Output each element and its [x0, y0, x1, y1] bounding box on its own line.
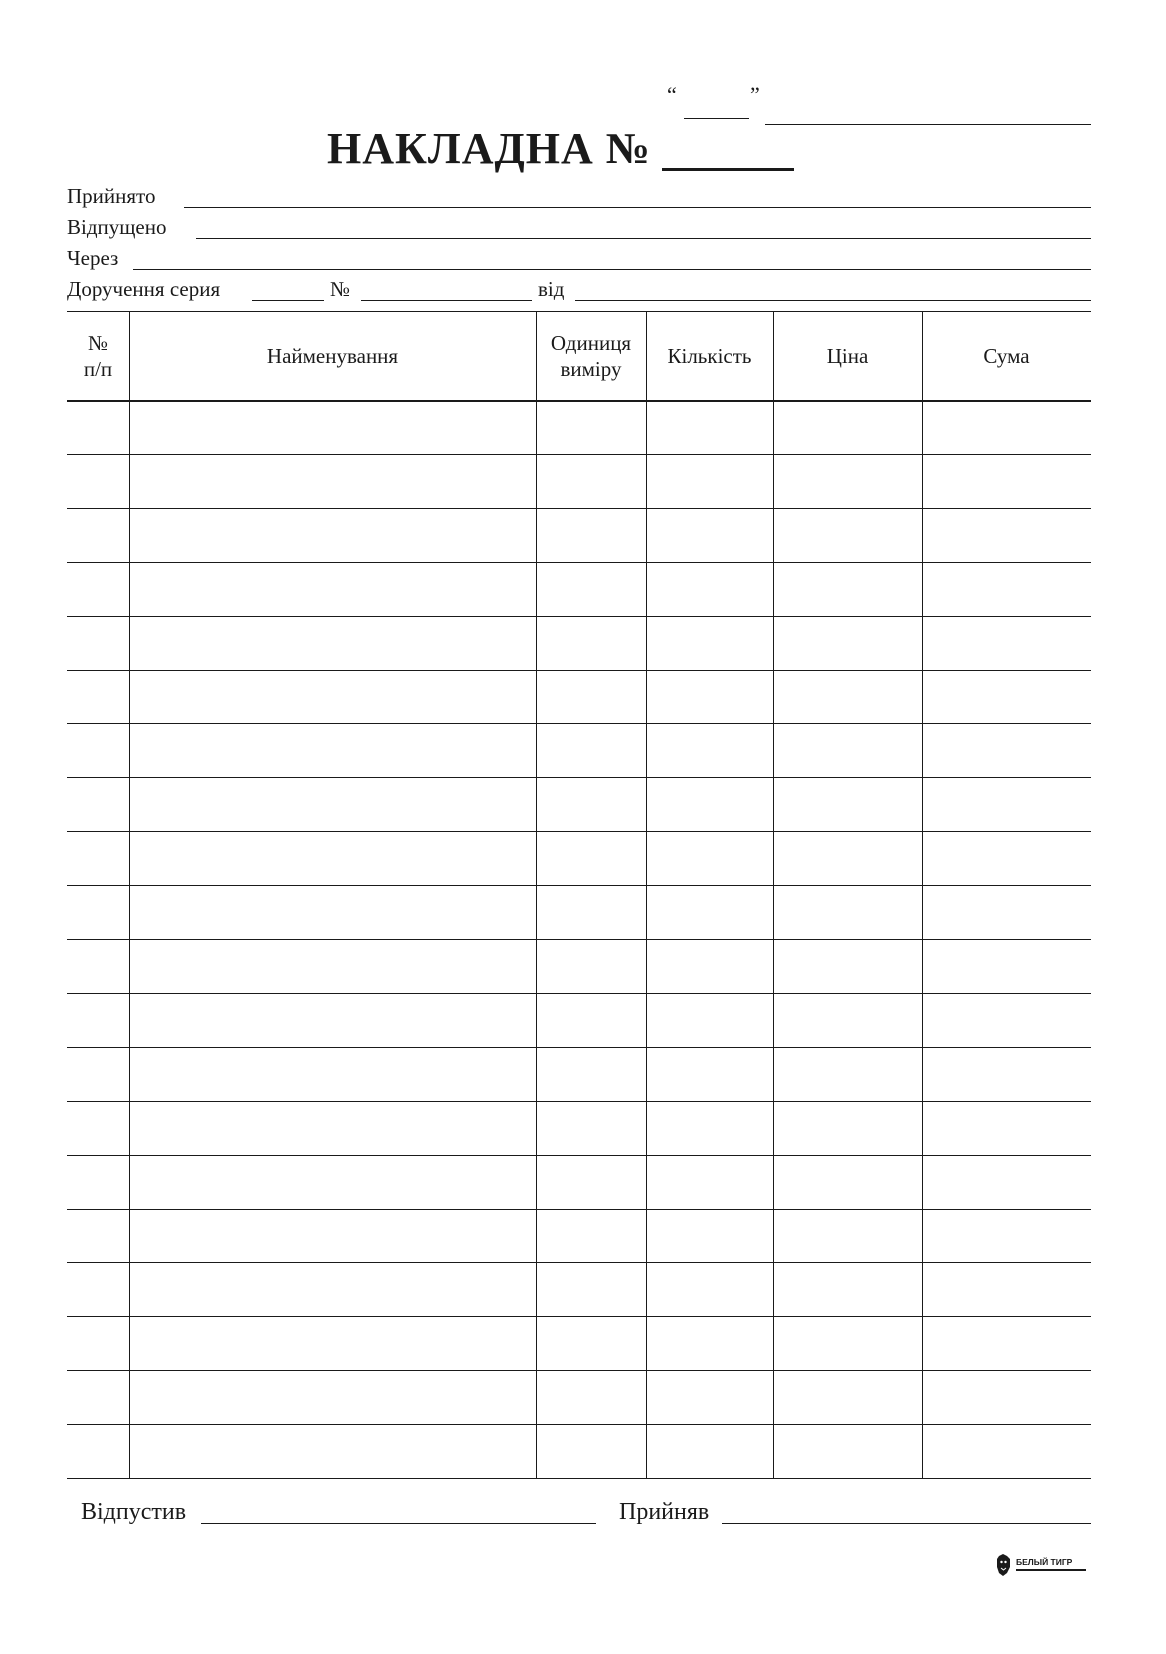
publisher-logo [996, 1553, 1088, 1577]
date-day-field[interactable] [684, 118, 749, 119]
series-field[interactable] [252, 300, 324, 301]
via-label: Через [67, 246, 119, 270]
document-number-field[interactable] [662, 168, 794, 171]
power-of-attorney-date-field[interactable] [575, 300, 1091, 301]
table-row[interactable] [67, 508, 1091, 509]
table-row[interactable] [67, 616, 1091, 617]
released-label: Відпущено [67, 215, 167, 239]
table-row[interactable] [67, 1209, 1091, 1210]
column-divider [773, 311, 774, 1479]
via-field[interactable] [133, 269, 1091, 270]
table-row[interactable] [67, 670, 1091, 671]
table-row[interactable] [67, 831, 1091, 832]
released-by-signature-field[interactable] [201, 1523, 596, 1524]
power-of-attorney-number-field[interactable] [361, 300, 532, 301]
released-field[interactable] [196, 238, 1091, 239]
accepted-field[interactable] [184, 207, 1091, 208]
table-row[interactable] [67, 939, 1091, 940]
number-sign: № [330, 277, 351, 301]
table-row[interactable] [67, 1101, 1091, 1102]
table-row[interactable] [67, 1047, 1091, 1048]
table-row[interactable] [67, 993, 1091, 994]
goods-table [67, 311, 1091, 1479]
table-row[interactable] [67, 1478, 1091, 1479]
table-row[interactable] [67, 454, 1091, 455]
received-by-label: Прийняв [619, 1499, 710, 1525]
logo-text: БЕЛЫЙ ТИГР [1016, 1557, 1073, 1567]
column-divider [922, 311, 923, 1479]
released-by-label: Відпустив [81, 1499, 187, 1525]
date-month-year-field[interactable] [765, 124, 1091, 125]
column-header-unit: Одиниця виміру [550, 331, 632, 381]
column-header-price: Ціна [826, 344, 869, 368]
table-row[interactable] [67, 1370, 1091, 1371]
date-open-quote: “ [667, 82, 677, 107]
received-by-signature-field[interactable] [722, 1523, 1091, 1524]
document-title: НАКЛАДНА № [327, 124, 651, 173]
table-row[interactable] [67, 562, 1091, 563]
table-row[interactable] [67, 885, 1091, 886]
table-row[interactable] [67, 1262, 1091, 1263]
table-row[interactable] [67, 1155, 1091, 1156]
column-header-quantity: Кількість [667, 344, 752, 368]
column-divider [646, 311, 647, 1479]
tiger-head-icon [997, 1554, 1010, 1576]
table-row[interactable] [67, 1316, 1091, 1317]
table-row[interactable] [67, 777, 1091, 778]
from-label: від [538, 277, 565, 301]
column-header-name: Найменування [266, 344, 399, 368]
column-header-sum: Сума [983, 344, 1030, 368]
date-close-quote: ” [750, 82, 760, 107]
accepted-label: Прийнято [67, 184, 156, 208]
column-header-number: № п/п [83, 331, 113, 381]
table-row[interactable] [67, 723, 1091, 724]
power-of-attorney-label: Доручення серия [67, 277, 221, 301]
column-divider [536, 311, 537, 1479]
table-row[interactable] [67, 1424, 1091, 1425]
column-divider [129, 311, 130, 1479]
